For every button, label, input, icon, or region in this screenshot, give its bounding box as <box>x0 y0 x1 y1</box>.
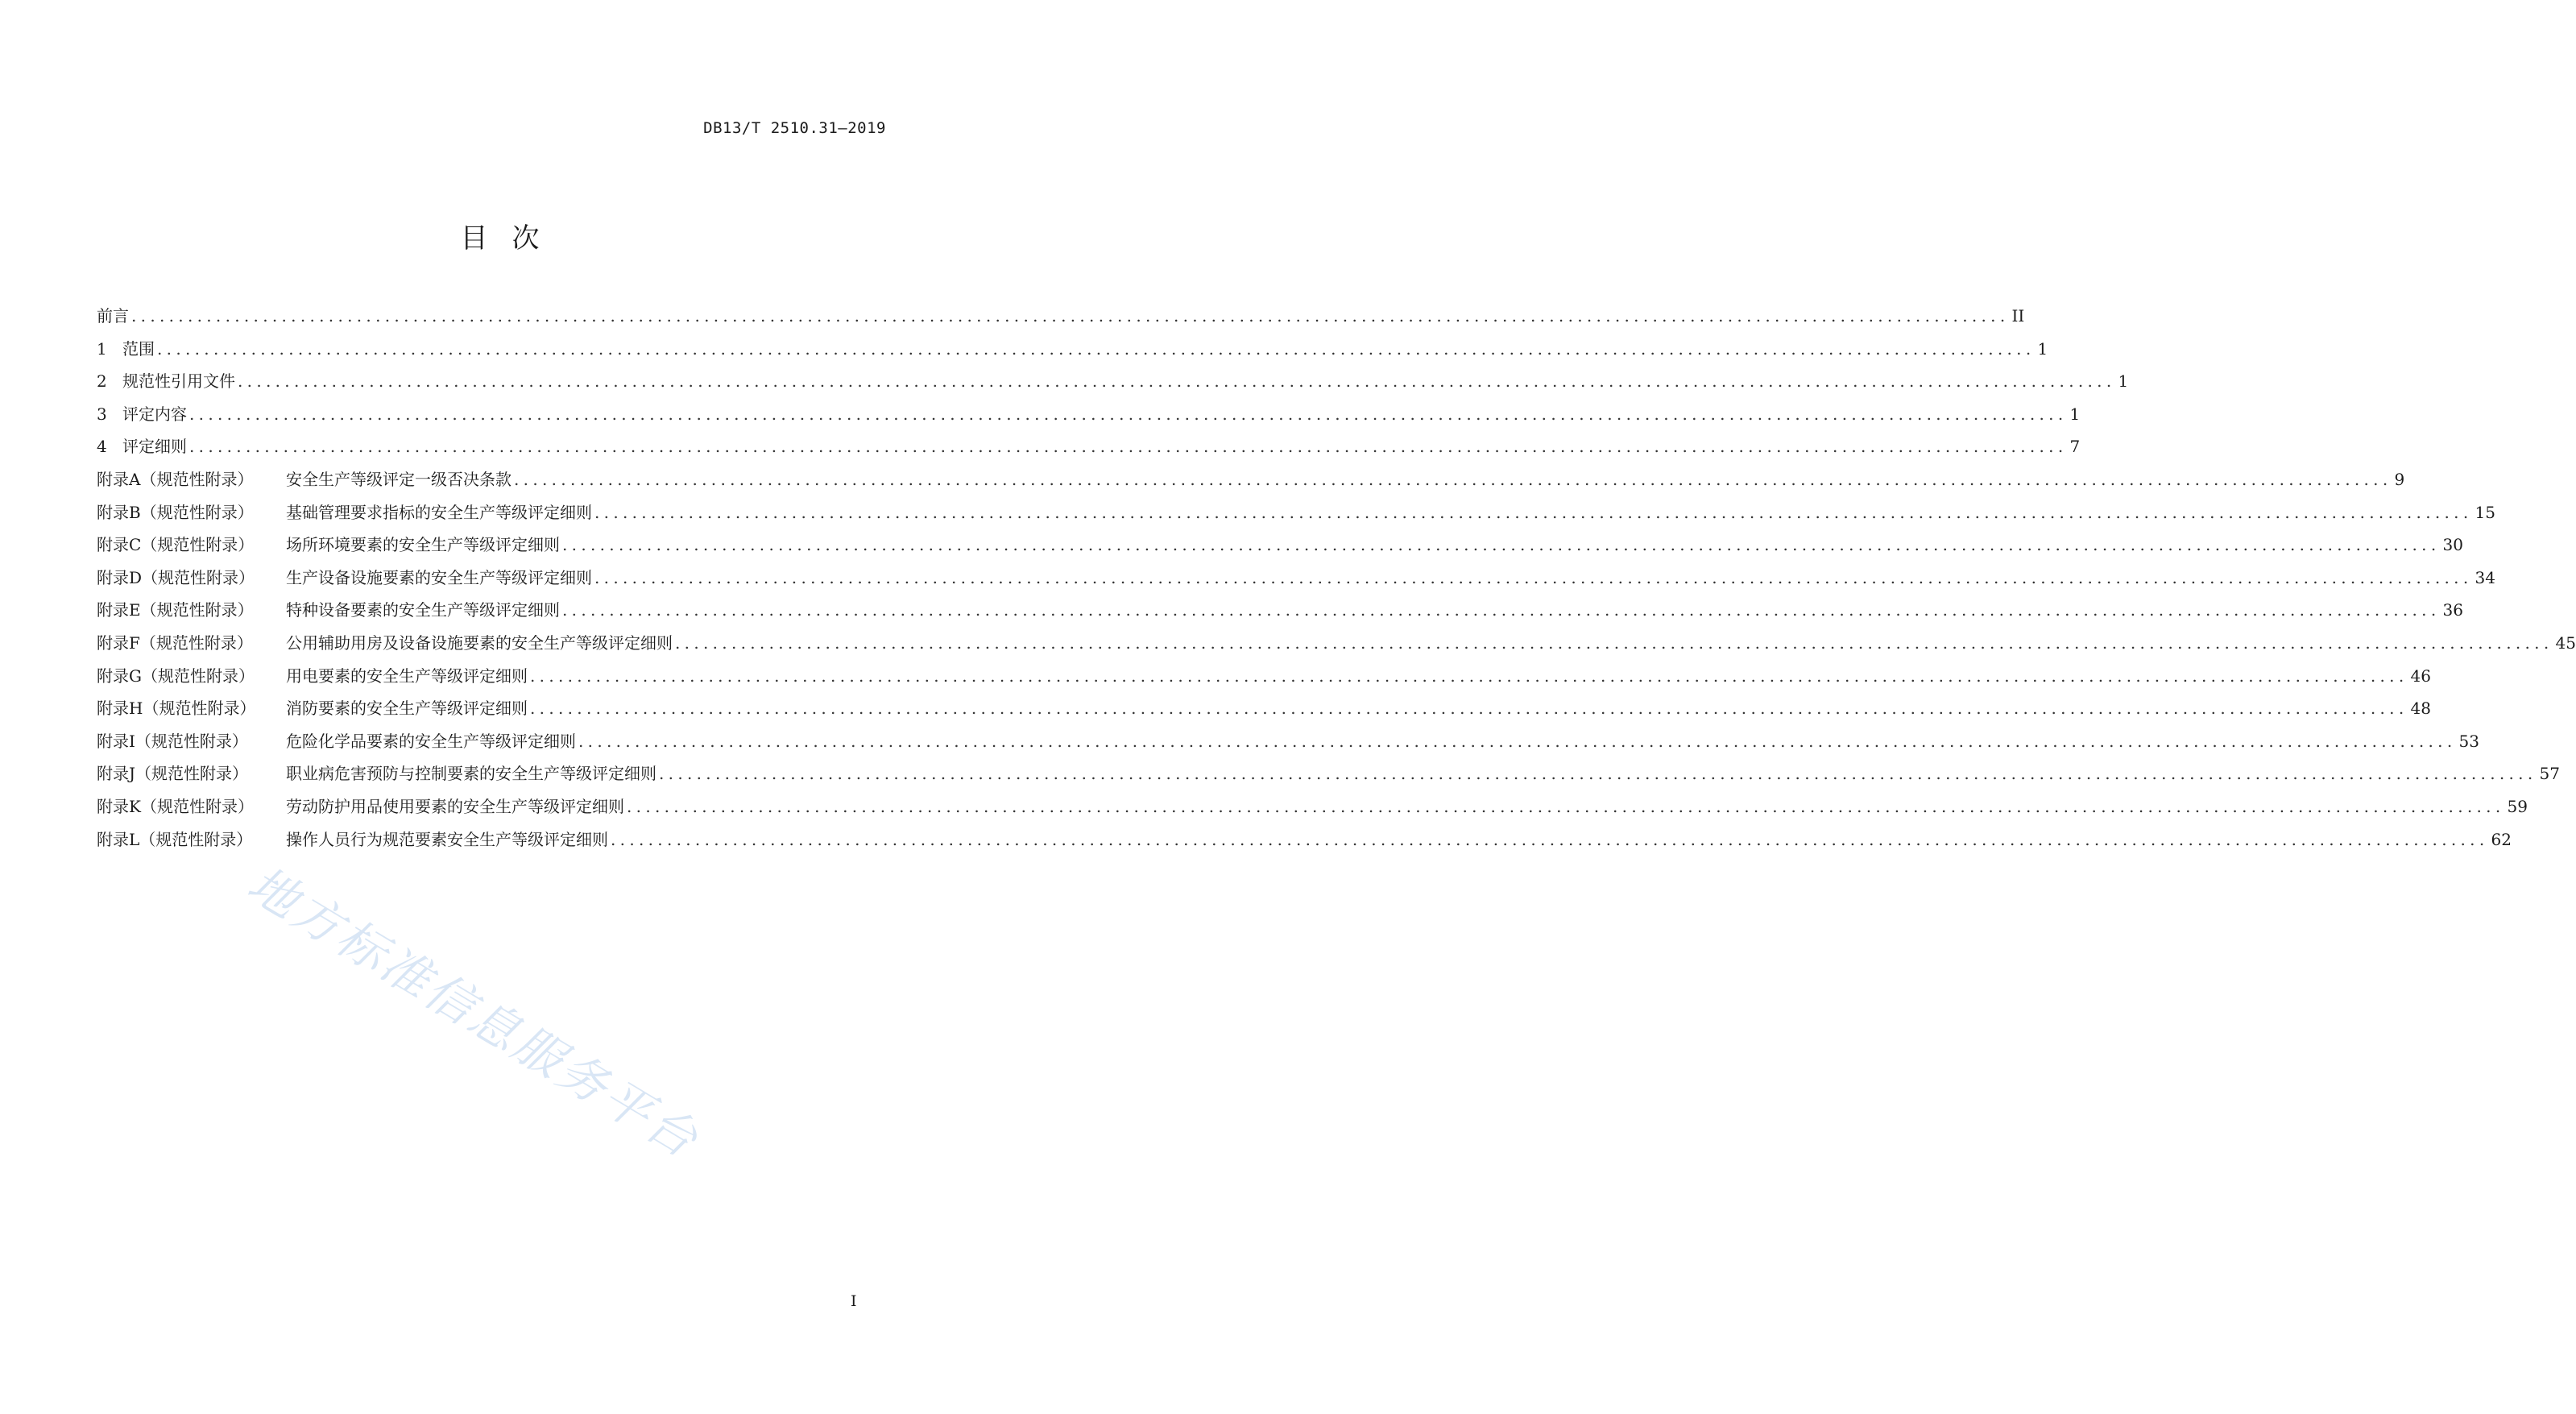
toc-entry-label: 生产设备设施要素的安全生产等级评定细则 <box>286 567 592 587</box>
toc-entry-appendix: 附录G（规范性附录） <box>97 666 255 686</box>
toc-entry-appendix: 附录B（规范性附录） <box>97 502 254 522</box>
toc-entry-label: 消防要素的安全生产等级评定细则 <box>286 699 528 719</box>
toc-entry-label: 评定内容 <box>122 404 187 424</box>
toc-entry-label: 安全生产等级评定一级否决条款 <box>286 469 511 489</box>
toc-entry[interactable] <box>97 300 2025 333</box>
toc-entry-label: 操作人员行为规范要素安全生产等级评定细则 <box>286 829 608 849</box>
toc-entry-page: 48 <box>2410 699 2431 719</box>
toc-entry[interactable] <box>97 757 2560 790</box>
toc-entry-leader: ........................................................................................................................................................................................................ <box>514 469 2392 489</box>
toc-entry-label: 前言 <box>97 306 129 326</box>
toc-entry[interactable] <box>97 562 2495 595</box>
toc-entry-page: 36 <box>2442 600 2463 620</box>
toc-entry-page: 15 <box>2475 502 2495 522</box>
toc-entry-leader: ........................................................................................................................................................................................................ <box>578 731 2457 751</box>
toc-entry-label: 公用辅助用房及设备设施要素的安全生产等级评定细则 <box>286 632 673 653</box>
toc-entry-leader: ........................................................................................................................................................................................................ <box>530 666 2408 686</box>
toc-entry-leader: ........................................................................................................................................................................................................ <box>627 796 2505 816</box>
toc-entry-leader: ........................................................................................................................................................................................................ <box>659 764 2537 784</box>
toc-entry-page: 1 <box>2118 371 2129 392</box>
toc-entry-page: II <box>2011 306 2025 326</box>
toc-entry-page: 59 <box>2507 796 2528 816</box>
toc-entry-leader: ........................................................................................................................................................................................................ <box>530 699 2408 719</box>
toc-entry-appendix: 附录C（规范性附录） <box>97 535 255 555</box>
toc-entry-page: 30 <box>2442 535 2463 555</box>
toc-entry-leader: ........................................................................................................................................................................................................ <box>611 829 2489 849</box>
toc-entry-page: 46 <box>2410 666 2431 686</box>
toc-entry-label: 规范性引用文件 <box>122 371 235 392</box>
toc-entry-label: 特种设备要素的安全生产等级评定细则 <box>286 600 560 620</box>
page-number: I <box>851 1292 857 1310</box>
toc-entry-appendix: 附录H（规范性附录） <box>97 699 256 719</box>
toc-entry-number: 3 <box>97 404 107 424</box>
toc-entry[interactable] <box>97 529 2463 562</box>
toc-entry-label: 场所环境要素的安全生产等级评定细则 <box>286 535 560 555</box>
toc-entry-number: 2 <box>97 371 107 392</box>
toc-entry-label: 劳动防护用品使用要素的安全生产等级评定细则 <box>286 796 624 816</box>
toc-entry-appendix: 附录D（规范性附录） <box>97 567 255 587</box>
toc-entry-leader: ........................................................................................................................................................................................................ <box>189 437 2068 457</box>
toc-entry-page: 34 <box>2475 567 2495 587</box>
toc-entry-page: 1 <box>2037 338 2048 359</box>
toc-entry-page: 57 <box>2539 764 2560 784</box>
toc-entry[interactable] <box>97 725 2479 758</box>
toc-entry-leader: ........................................................................................................................................................................................................ <box>157 338 2036 359</box>
toc-entry-number: 1 <box>97 338 107 359</box>
toc-entry-label: 基础管理要求指标的安全生产等级评定细则 <box>286 502 592 522</box>
toc-entry-page: 62 <box>2491 829 2512 849</box>
toc-entry-label: 危险化学品要素的安全生产等级评定细则 <box>286 731 576 751</box>
toc-entry[interactable] <box>97 692 2431 725</box>
toc-entry-label: 评定细则 <box>122 437 187 457</box>
toc-entry[interactable] <box>97 333 2048 366</box>
toc-entry-appendix: 附录E（规范性附录） <box>97 600 254 620</box>
toc-entry-appendix: 附录K（规范性附录） <box>97 796 254 816</box>
toc-entry-appendix: 附录A（规范性附录） <box>97 469 254 489</box>
toc-entry-leader: ........................................................................................................................................................................................................ <box>189 404 2068 424</box>
toc-entry[interactable] <box>97 627 2576 660</box>
toc-entry[interactable] <box>97 790 2528 823</box>
page-title: 目次 <box>460 222 564 255</box>
toc-entry-appendix: 附录I（规范性附录） <box>97 731 248 751</box>
toc-entry[interactable] <box>97 660 2431 693</box>
toc-entry-page: 53 <box>2458 731 2479 751</box>
toc-entry-label: 职业病危害预防与控制要素的安全生产等级评定细则 <box>286 764 656 784</box>
toc-entry[interactable] <box>97 430 2081 463</box>
table-of-contents <box>97 300 2576 856</box>
toc-entry[interactable] <box>97 594 2463 627</box>
toc-entry-leader: ........................................................................................................................................................................................................ <box>131 306 2010 326</box>
toc-entry-label: 用电要素的安全生产等级评定细则 <box>286 666 528 686</box>
toc-entry-label: 范围 <box>122 338 155 359</box>
toc-entry-page: 9 <box>2394 469 2405 489</box>
toc-entry-leader: ........................................................................................................................................................................................................ <box>562 535 2441 555</box>
toc-entry[interactable] <box>97 398 2081 431</box>
toc-entry-leader: ........................................................................................................................................................................................................ <box>675 632 2553 653</box>
toc-entry-leader: ........................................................................................................................................................................................................ <box>562 600 2441 620</box>
toc-entry-leader: ........................................................................................................................................................................................................ <box>594 567 2473 587</box>
toc-entry-page: 1 <box>2069 404 2081 424</box>
toc-entry-number: 4 <box>97 437 107 457</box>
toc-entry-appendix: 附录L（规范性附录） <box>97 829 253 849</box>
toc-entry-leader: ........................................................................................................................................................................................................ <box>238 371 2116 392</box>
toc-entry[interactable] <box>97 496 2495 529</box>
toc-entry-page: 7 <box>2069 437 2081 457</box>
toc-entry-page: 45 <box>2555 632 2576 653</box>
standard-code: DB13/T 2510.31—2019 <box>703 119 886 137</box>
toc-entry-appendix: 附录F（规范性附录） <box>97 632 253 653</box>
toc-entry-appendix: 附录J（规范性附录） <box>97 764 249 784</box>
toc-entry[interactable] <box>97 463 2405 496</box>
toc-entry[interactable] <box>97 823 2512 856</box>
toc-entry-leader: ........................................................................................................................................................................................................ <box>594 502 2473 522</box>
toc-entry[interactable] <box>97 365 2129 398</box>
watermark: 地方标准信息服务平台 <box>238 856 710 1170</box>
